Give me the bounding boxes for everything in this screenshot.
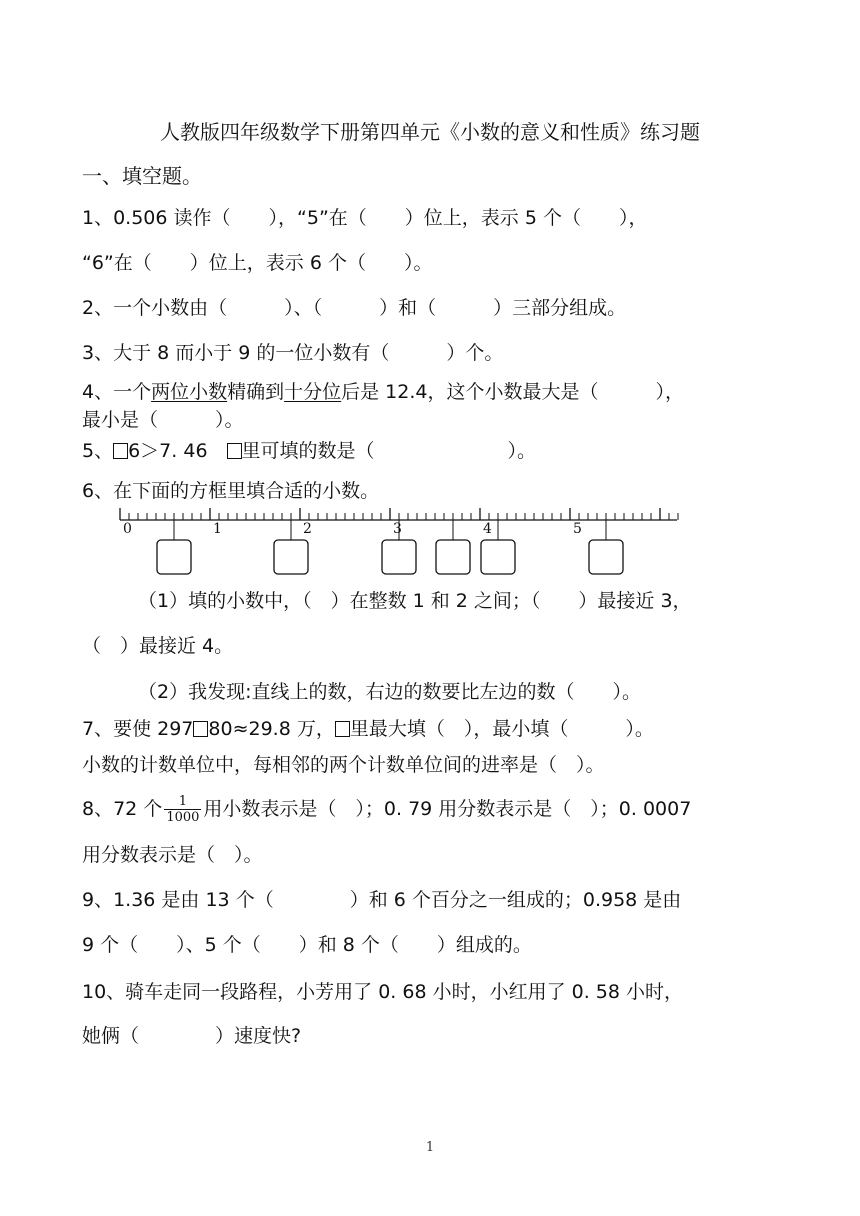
- tick-label: 0: [123, 521, 132, 537]
- question-9-line-1: 9、1.36 是由 13 个（ ）和 6 个百分之一组成的；0.958 是由: [82, 889, 682, 911]
- tick-label: 2: [303, 521, 312, 537]
- tick-label: 3: [393, 521, 402, 537]
- question-6-part-2: （2）我发现:直线上的数，右边的数要比左边的数（ ）。: [138, 681, 641, 703]
- question-2: 2、一个小数由（ ）、（ ）和（ ）三部分组成。: [82, 297, 627, 319]
- question-1-line-1: 1、0.506 读作（ ），“5”在（ ）位上，表示 5 个（ ），: [82, 207, 648, 229]
- question-5: 5、 6＞7. 46 里可填的数是（ ）。: [82, 440, 537, 462]
- question-3: 3、大于 8 而小于 9 的一位小数有（ ）个。: [82, 342, 504, 364]
- number-line: [110, 505, 690, 583]
- answer-box: [382, 540, 416, 574]
- question-7-line-1: 7、要使 297 80≈29.8 万， 里最大填（ ），最小填（ ）。: [82, 718, 654, 740]
- answer-box: [481, 540, 515, 574]
- underlined-term: 两位小数: [151, 381, 228, 403]
- blank-square-icon: [193, 721, 208, 737]
- page-number: 1: [425, 1140, 435, 1155]
- section-heading: 一、填空题。: [82, 164, 202, 188]
- question-9-line-2: 9 个（ ）、5 个（ ）和 8 个（ ）组成的。: [82, 934, 532, 956]
- blank-square-icon: [113, 443, 128, 459]
- answer-box: [589, 540, 623, 574]
- tick-label: 4: [483, 521, 492, 537]
- question-6: 6、在下面的方框里填合适的小数。: [82, 480, 380, 502]
- answer-box: [274, 540, 308, 574]
- question-6-part-1-line-2: （ ）最接近 4。: [82, 635, 234, 657]
- question-4-line-1: 4、一个两位小数精确到十分位后是 12.4，这个小数最大是（ ），: [82, 381, 684, 403]
- question-8-line-2: 用分数表示是（ ）。: [82, 844, 263, 866]
- answer-box: [157, 540, 191, 574]
- answer-box: [436, 540, 470, 574]
- question-7-line-2: 小数的计数单位中，每相邻的两个计数单位间的进率是（ ）。: [82, 754, 605, 776]
- blank-square-icon: [227, 443, 242, 459]
- page-title: 人教版四年级数学下册第四单元《小数的意义和性质》练习题: [160, 120, 700, 144]
- question-1-line-2: “6”在（ ）位上，表示 6 个（ ）。: [82, 252, 433, 274]
- tick-label: 1: [213, 521, 222, 537]
- question-4-line-2: 最小是（ ）。: [82, 409, 244, 431]
- fraction: $\frac{1}{1000}$: [166, 794, 200, 825]
- question-10-line-1: 10、骑车走同一段路程，小芳用了 0. 68 小时，小红用了 0. 58 小时，: [82, 981, 684, 1003]
- question-10-line-2: 她俩（ ）速度快?: [82, 1025, 302, 1047]
- blank-square-icon: [335, 721, 350, 737]
- question-6-part-1-line-1: （1）填的小数中，（ ）在整数 1 和 2 之间；（ ）最接近 3，: [138, 590, 692, 612]
- tick-label: 5: [573, 521, 582, 537]
- question-8-line-1: 8、72 个 $\frac{1}{1000}$ 用小数表示是（ ）；0. 79 用分数表示是（ ）；0. 0007: [82, 794, 692, 825]
- underlined-term: 十分位: [284, 381, 342, 403]
